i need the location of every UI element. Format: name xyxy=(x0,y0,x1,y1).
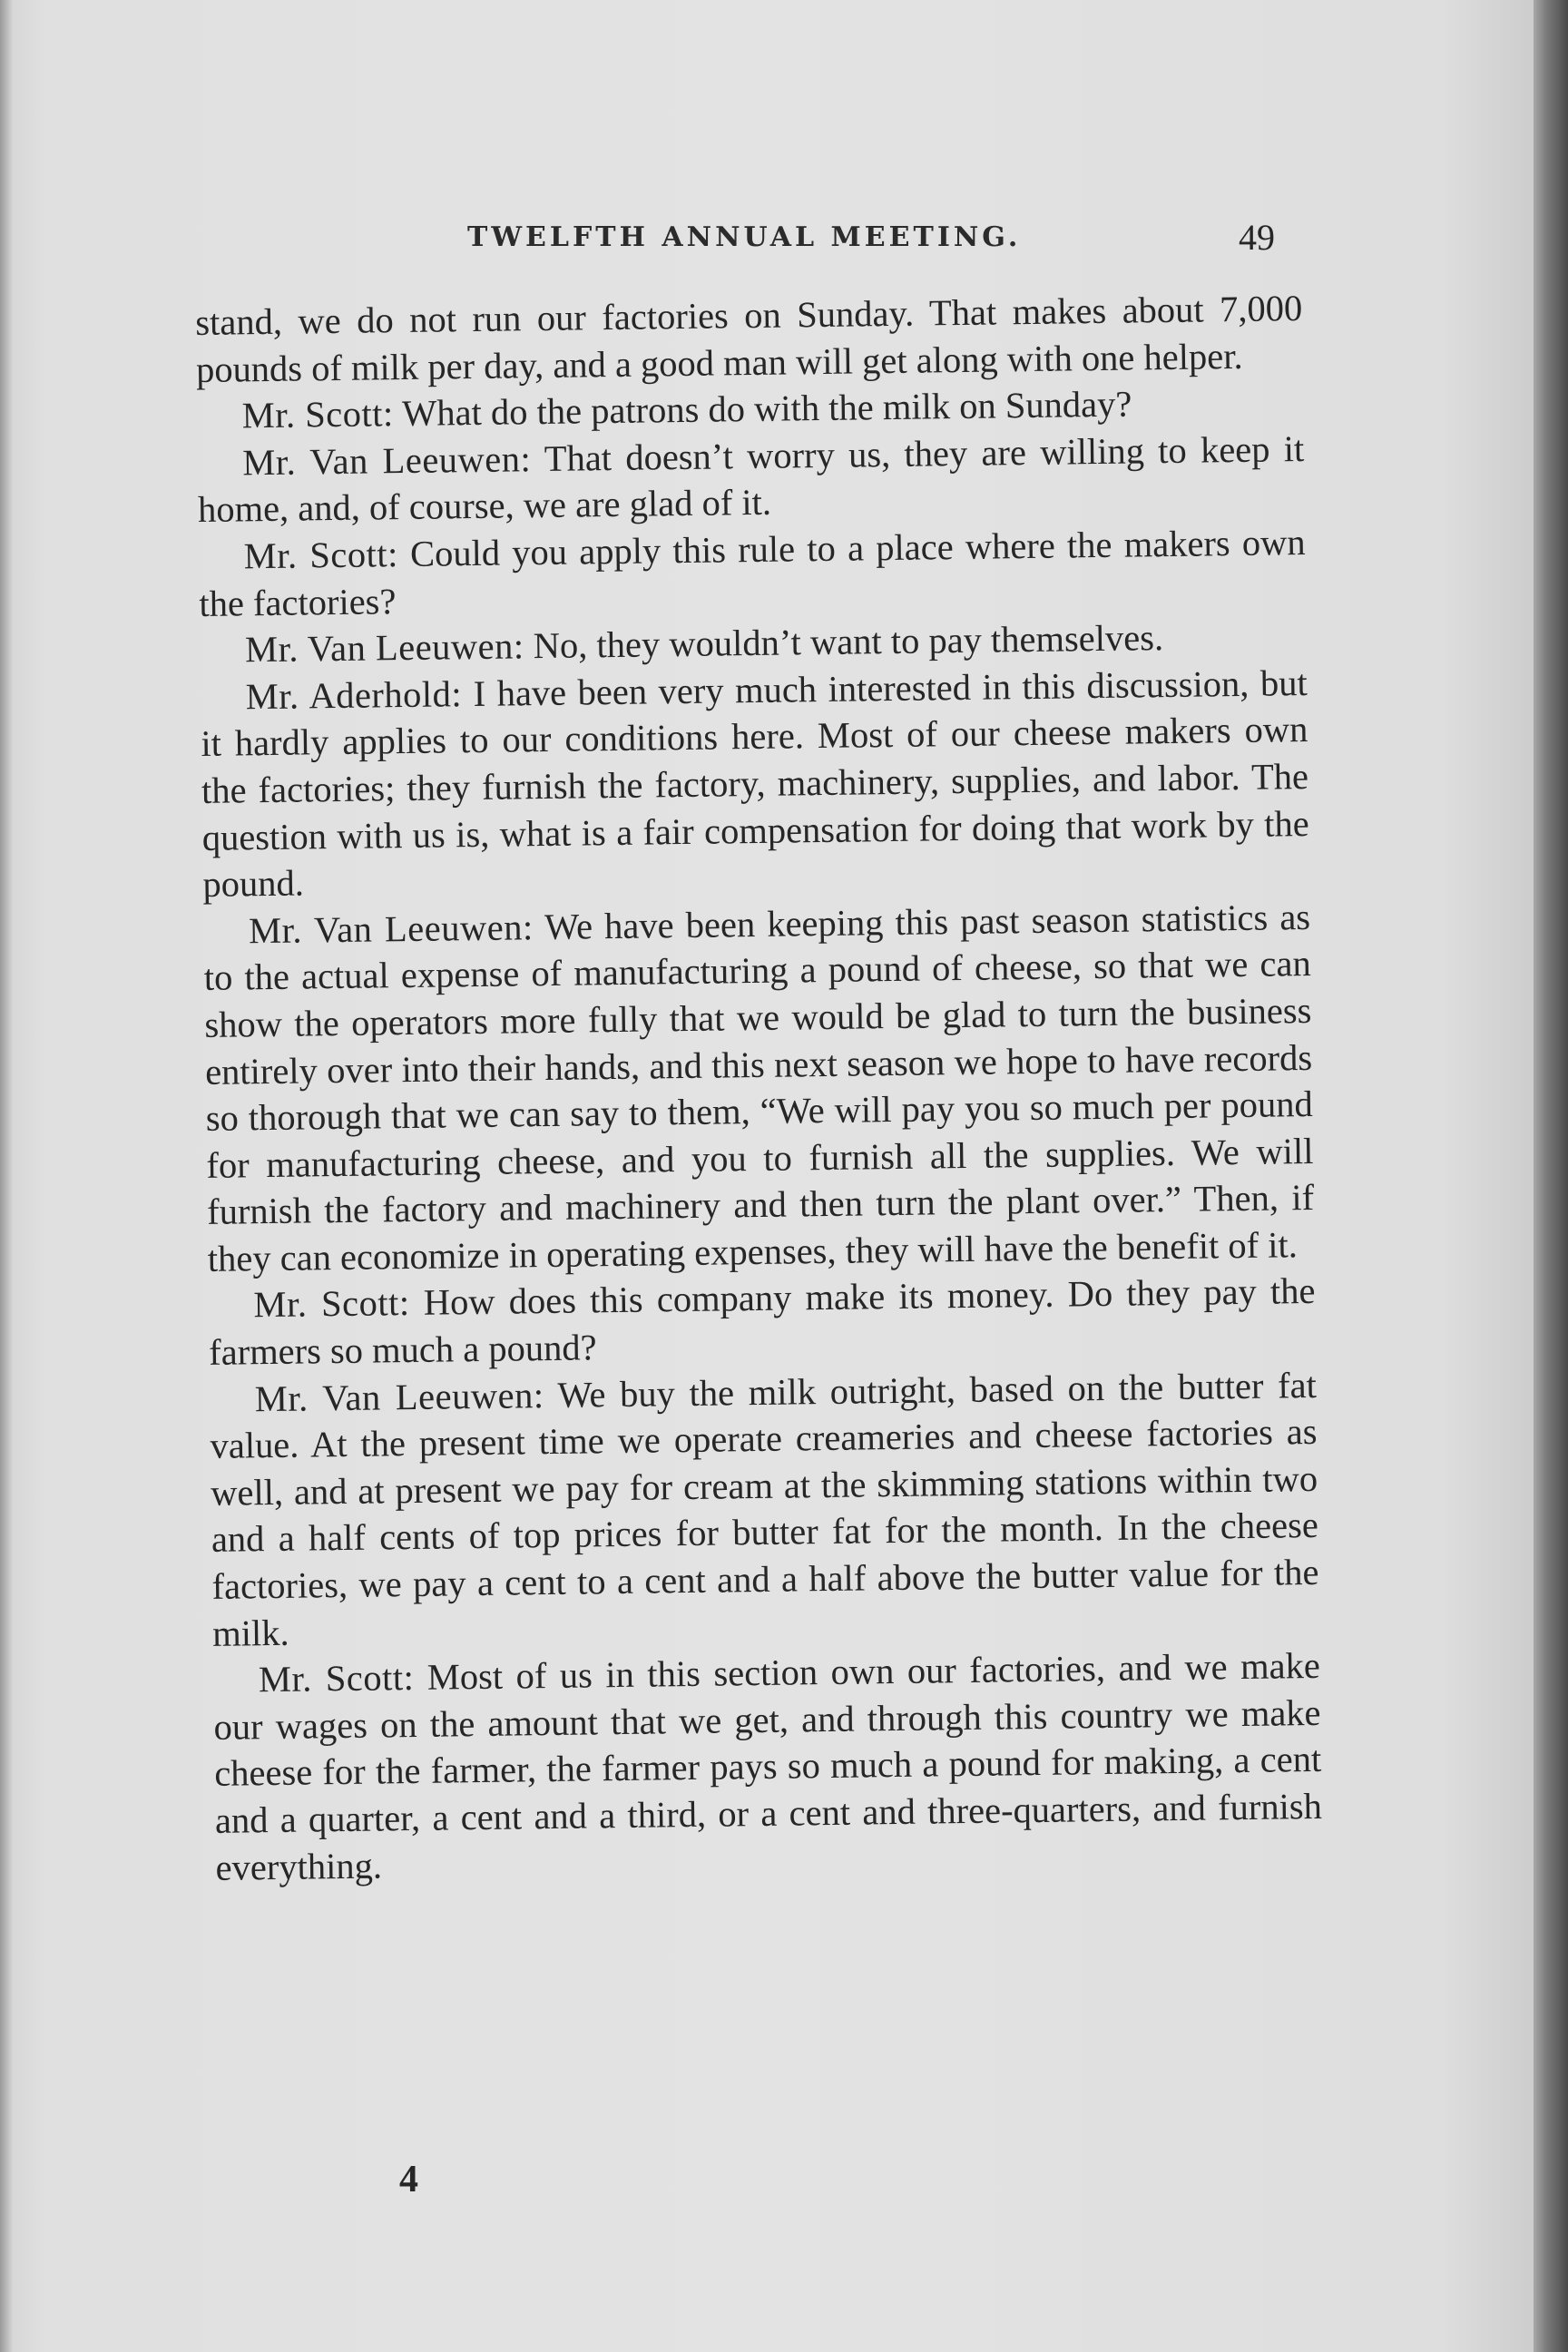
speaker-name: Mr. Van Leeuwen: xyxy=(244,625,524,671)
speaker-name: Mr. Scott: xyxy=(258,1657,415,1700)
page-number: 49 xyxy=(1239,217,1275,258)
paragraph-text: What do the patrons do with the milk on Sunday? xyxy=(401,383,1132,435)
paragraph-text: That doesn’t worry us, they are willing to keep it home, and, of course, we are glad of it. xyxy=(197,427,1305,531)
paragraph-text: How does this company make its money. Do they pay the farmers so much a pound? xyxy=(208,1270,1316,1373)
speaker-name: Mr. Scott: xyxy=(241,393,394,436)
speaker-name: Mr. Aderhold: xyxy=(245,672,463,718)
paragraph-text: We have been keeping this past season statistics as to the actual expense of manufacturing a pound of cheese, so that we can show the operators more fully that we would be glad to turn the business entirely over into their hands, and this next season we hope to have records so thorough that we can say to them, “We will pay you so much per pound for manufacturing cheese, and you to furnish all the supplies. We will furnish the factory and machinery and then turn the plant over.” Then, if they can economize in operating expenses, they will have the benefit of it. xyxy=(203,896,1315,1279)
speaker-name: Mr. Van Leeuwen: xyxy=(242,437,532,484)
paragraph-text: No, they wouldn’t want to pay themselves. xyxy=(533,617,1164,667)
paragraph-text: We buy the milk outright, based on the butter fat value. At the present time we operate creameries and cheese factories as well, and at present we pay for cream at the skimming stations within two and a half cents of top prices for butter fat for the month. In the cheese factories, we pay a cent to a cent and a half above the butter value for the milk. xyxy=(210,1364,1319,1654)
body-text xyxy=(195,285,1323,1891)
speaker-name: Mr. Scott: xyxy=(253,1282,410,1326)
book-spine xyxy=(1534,0,1568,2352)
paragraph-text: I have been very much interested in this discussion, but it hardly applies to our conditions here. Most of our cheese makers own the factories; they furnish the factory, machinery, supplies, and labor. The question with us is, what is a fair compensation for doing that work by the pound. xyxy=(201,662,1309,906)
paragraph-text: Could you apply this rule to a place where the makers own the factories? xyxy=(199,521,1306,624)
paragraph xyxy=(195,285,1303,393)
paragraph xyxy=(197,426,1305,534)
running-title: TWELFTH ANNUAL MEETING. xyxy=(467,221,1022,253)
paragraph xyxy=(213,1642,1323,1891)
page-header xyxy=(195,211,1275,274)
speaker-name: Mr. Van Leeuwen: xyxy=(254,1374,544,1419)
paragraph xyxy=(208,1268,1316,1376)
speaker-name: Mr. Scott: xyxy=(243,534,399,577)
paragraph xyxy=(198,519,1306,627)
page-left-edge xyxy=(0,0,13,2352)
paragraph-text: Most of us in this section own our factories, and we make our wages on the amount that we get, and through this country we make cheese for the farmer, the farmer pays so much a pound for making, a cent and a quarter, a cent and a third, or a cent and three-quarters, and furnish everything. xyxy=(213,1645,1323,1888)
paragraph xyxy=(210,1362,1320,1658)
paragraph xyxy=(200,660,1309,908)
signature-mark: 4 xyxy=(399,2159,418,2200)
speaker-name: Mr. Van Leeuwen: xyxy=(248,906,534,952)
paragraph xyxy=(203,894,1315,1283)
paragraph-text: stand, we do not run our factories on Sunday. That makes about 7,000 pounds of milk per day, and a good man will get along with one helper. xyxy=(195,288,1303,390)
